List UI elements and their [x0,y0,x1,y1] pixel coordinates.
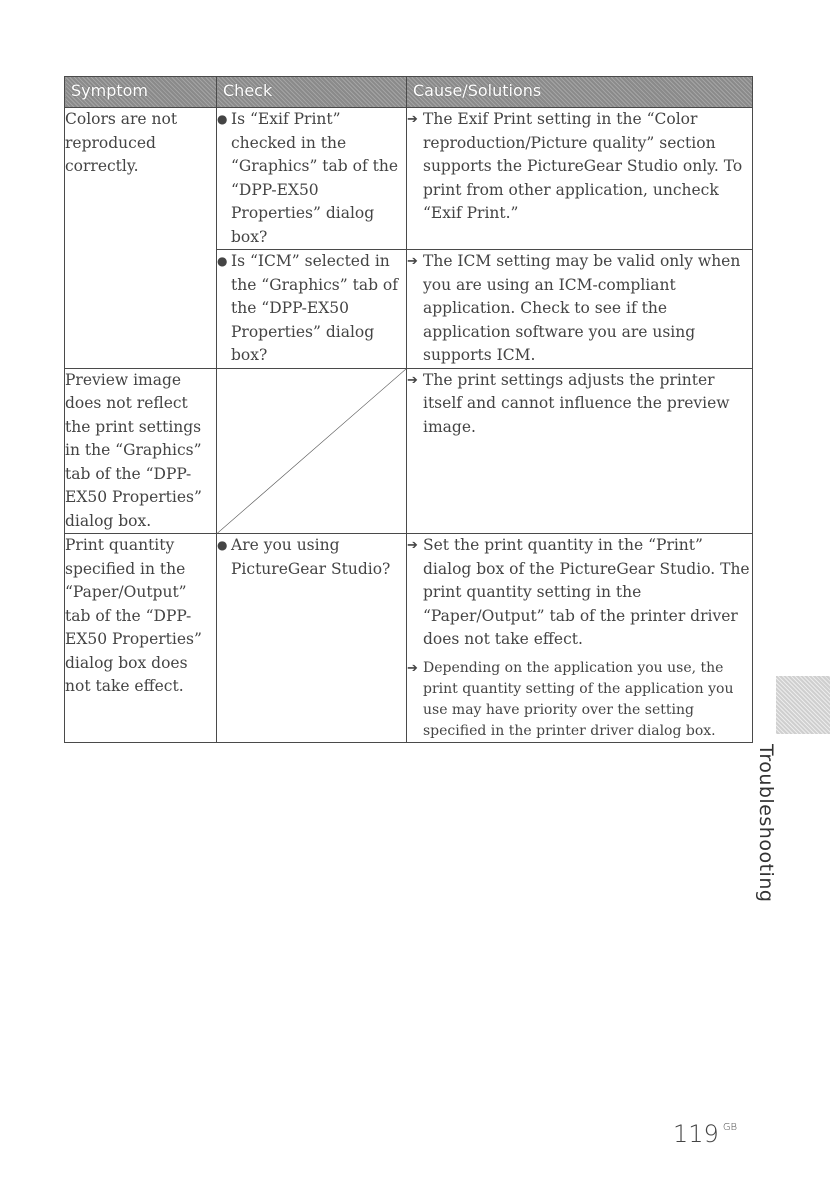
solution-cell [407,368,753,534]
solution-cell [407,250,753,369]
symptom-text: Preview image does not reflect the print settings in the “Graphics” tab of the “DPP-EX50 Properties” dialog box. [65,370,202,530]
solution-text: The Exif Print setting in the “Color reproduction/Picture quality” section supports the PictureGear Studio only. To print from other application, uncheck “Exif Print.” [423,110,743,222]
right-arrow-icon: ➔ [407,254,418,269]
table-row [65,108,753,250]
check-text: Is “Exif Print” checked in the “Graphics” tab of the “DPP-EX50 Properties” dialog box? [231,110,399,246]
troubleshooting-table [64,76,753,743]
table-row [65,368,753,534]
solution-text: The print settings adjusts the printer itself and cannot influence the preview image. [423,370,730,436]
right-arrow-icon: ➔ [407,538,418,553]
bullet-icon: ● [217,538,228,552]
solution-text: Depending on the application you use, the print quantity setting of the application you use may have priority over the setting specified in the printer driver dialog box. [423,659,734,739]
page-suffix: GB [722,1122,738,1133]
symptom-text: Print quantity specified in the “Paper/Output” tab of the “DPP-EX50 Properties” dialog box does not take effect. [65,536,202,695]
section-label-text: Troubleshooting [755,744,777,903]
solution-cell [407,108,753,250]
right-arrow-icon: ➔ [407,112,418,127]
section-label [755,744,797,903]
table-row [65,534,753,743]
right-arrow-icon: ➔ [407,660,418,676]
symptom-cell [65,368,217,534]
solution-text: The ICM setting may be valid only when you are using an ICM-compliant application. Check to see if the application software you are using supports ICM. [423,252,741,364]
solution-text: Set the print quantity in the “Print” dialog box of the PictureGear Studio. The print quantity setting in the “Paper/Output” tab of the printer driver does not take effect. [423,536,750,648]
right-arrow-icon: ➔ [407,372,418,388]
page-number-text: 119 [673,1120,719,1148]
symptom-cell [65,534,217,743]
check-text: Is “ICM” selected in the “Graphics” tab of the “DPP-EX50 Properties” dialog box? [231,252,399,364]
bullet-icon: ● [217,254,228,268]
header-symptom: Symptom [65,77,217,108]
symptom-text: Colors are not reproduced correctly. [65,110,178,175]
table-header-row [65,77,753,108]
check-cell [217,534,407,743]
check-text: Are you using PictureGear Studio? [231,536,391,578]
header-cause-solutions: Cause/Solutions [407,77,753,108]
header-check: Check [217,77,407,108]
symptom-cell [65,108,217,369]
check-cell-empty [217,368,407,534]
section-tab-marker [776,676,830,734]
solution-cell [407,534,753,743]
diagonal-slash [217,369,406,534]
page-number [673,1120,737,1148]
check-cell [217,108,407,250]
bullet-icon: ● [217,112,228,126]
check-cell [217,250,407,369]
